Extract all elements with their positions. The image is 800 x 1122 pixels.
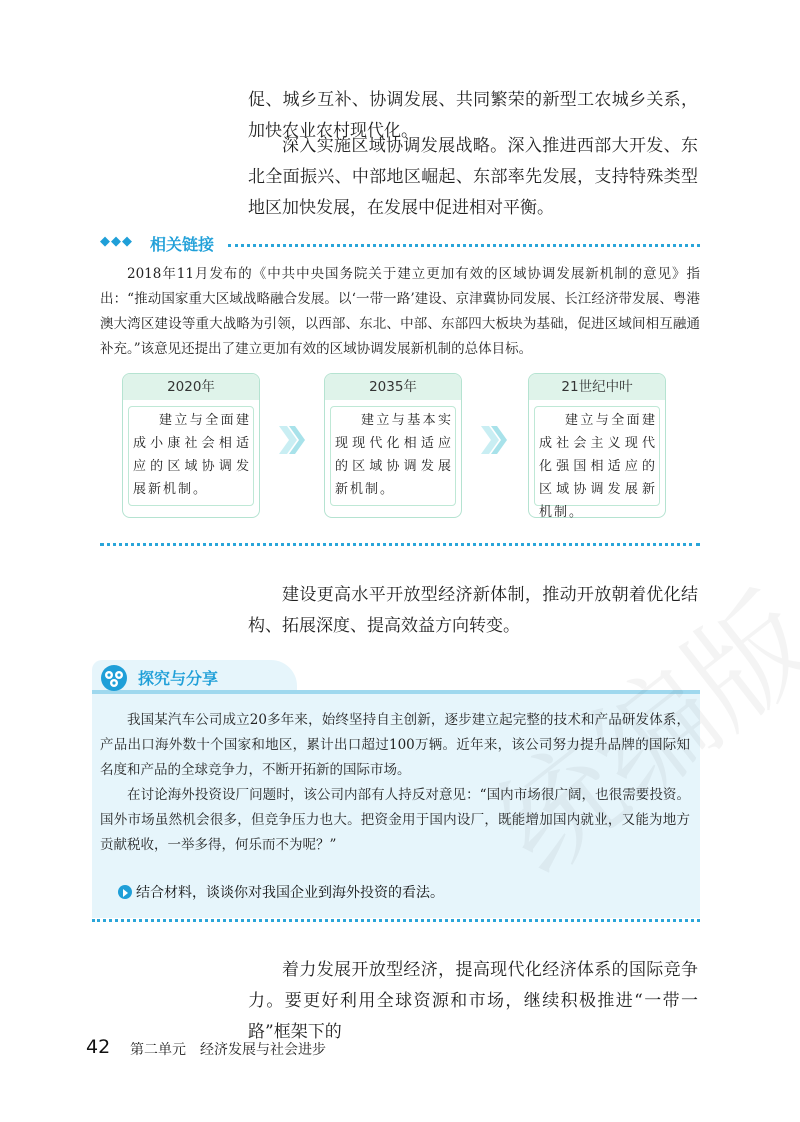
arrow-right-icon bbox=[479, 420, 509, 460]
dotted-divider bbox=[100, 543, 700, 546]
dotted-divider bbox=[228, 244, 700, 247]
timeline-text: 建立与全面建成小康社会相适应的区域协调发展新机制。 bbox=[128, 406, 254, 506]
timeline-text: 建立与全面建成社会主义现代化强国相适应的区域协调发展新机制。 bbox=[534, 406, 660, 506]
discussion-question: 结合材料，谈谈你对我国企业到海外投资的看法。 bbox=[136, 885, 444, 901]
page-number: 42 bbox=[86, 1036, 111, 1058]
question-arrow-icon bbox=[118, 885, 132, 899]
footer-unit-title: 第二单元 经济发展与社会进步 bbox=[130, 1042, 326, 1058]
explore-paragraph-2: 在讨论海外投资设厂问题时，该公司内部有人持反对意见：“国内市场很广阔，也很需要投资。国外市场虽然机会很多，但竞争压力也大。把资金用于国内设厂，既能增加国内就业，又能为地方贡献税收，一举多得，何乐而不为呢？” bbox=[100, 787, 690, 853]
timeline-year: 2020年 bbox=[123, 374, 259, 400]
paragraph-open-economy-development: 着力发展开放型经济，提高现代化经济体系的国际竞争力。要更好利用全球资源和市场，继续积极推进“一带一路”框架下的 bbox=[248, 960, 698, 1042]
dotted-divider bbox=[92, 919, 700, 922]
timeline-card-mid-century bbox=[528, 373, 666, 518]
paragraph-continued: 促、城乡互补、协调发展、共同繁荣的新型工农城乡关系，加快农业农村现代化。 bbox=[248, 90, 698, 141]
timeline-year: 2035年 bbox=[325, 374, 461, 400]
timeline-text: 建立与基本实现现代化相适应的区域协调发展新机制。 bbox=[330, 406, 456, 506]
arrow-right-icon bbox=[277, 420, 307, 460]
explore-paragraph-1: 我国某汽车公司成立20多年来，始终坚持自主创新，逐步建立起完整的技术和产品研发体系，产品出口海外数十个国家和地区，累计出口超过100万辆。近年来，该公司努力提升品牌的国际知名度和产品的全球竞争力，不断开拓新的国际市场。 bbox=[100, 712, 690, 778]
explore-icon bbox=[100, 664, 128, 692]
related-link-header bbox=[100, 232, 700, 254]
related-link-text: 2018年11月发布的《中共中央国务院关于建立更加有效的区域协调发展新机制的意见》指出：“推动国家重大区域战略融合发展。以‘一带一路’建设、京津冀协同发展、长江经济带发展、粤港澳大湾区建设等重大战略为引领，以西部、东北、中部、东部四大板块为基础，促进区域间相互融通补充。”该意见还提出了建立更加有效的区域协调发展新机制的总体目标。 bbox=[100, 266, 700, 357]
timeline-year: 21世纪中叶 bbox=[529, 374, 665, 400]
explore-title: 探究与分享 bbox=[138, 669, 219, 688]
explore-strip bbox=[92, 690, 700, 694]
paragraph-regional-strategy: 深入实施区域协调发展战略。深入推进西部大开发、东北全面振兴、中部地区崛起、东部率先发展，支持特殊类型地区加快发展，在发展中促进相对平衡。 bbox=[248, 136, 698, 218]
paragraph-open-economy: 建设更高水平开放型经济新体制，推动开放朝着优化结构、拓展深度、提高效益方向转变。 bbox=[248, 585, 698, 636]
timeline-card-2020 bbox=[122, 373, 260, 518]
diamond-icons: ◆◆◆ bbox=[100, 234, 133, 249]
timeline-card-2035 bbox=[324, 373, 462, 518]
related-link-title: 相关链接 bbox=[150, 235, 215, 254]
